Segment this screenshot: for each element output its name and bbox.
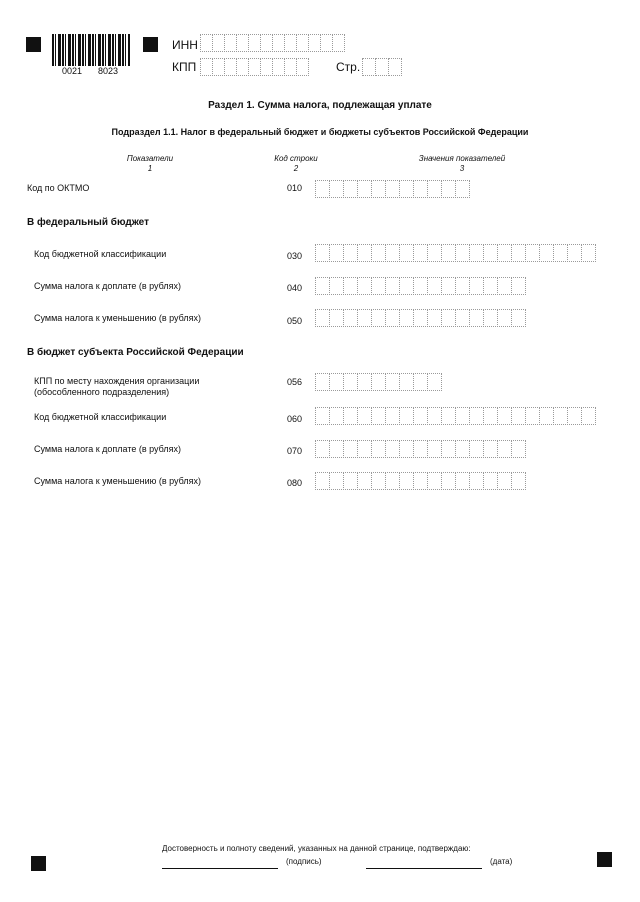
subsection-title: Подраздел 1.1. Налог в федеральный бюджет и бюджеты субъектов Российской Федерации [111, 127, 529, 137]
column-header-indicators [110, 154, 190, 174]
corner-marker-bottom-right [597, 852, 612, 867]
char-cell[interactable] [315, 180, 330, 198]
char-cell[interactable] [469, 309, 484, 327]
char-cell[interactable] [296, 58, 309, 76]
row-label-kbk-regional: Код бюджетной классификации [34, 412, 167, 422]
char-cell[interactable] [357, 440, 372, 458]
char-cell[interactable] [427, 373, 442, 391]
char-cell[interactable] [343, 309, 358, 327]
char-cell[interactable] [388, 58, 402, 76]
char-cell[interactable] [343, 373, 358, 391]
char-cell[interactable] [581, 407, 596, 425]
char-cell[interactable] [567, 244, 582, 262]
char-cell[interactable] [399, 472, 414, 490]
row-label-tax-surcharge-federal: Сумма налога к доплате (в рублях) [34, 281, 182, 291]
char-cell[interactable] [427, 440, 442, 458]
char-cell[interactable] [567, 407, 582, 425]
char-cell[interactable] [553, 407, 568, 425]
char-cell[interactable] [343, 180, 358, 198]
char-cell[interactable] [357, 277, 372, 295]
column-number-3: 3 [459, 164, 465, 173]
row-code-040: 040 [287, 283, 303, 293]
char-cell[interactable] [362, 58, 376, 76]
char-cell[interactable] [329, 472, 344, 490]
row-label-kpp-location-line1: КПП по месту нахождения организации [34, 376, 200, 386]
char-cell[interactable] [511, 244, 526, 262]
char-cell[interactable] [441, 244, 456, 262]
char-cell[interactable] [511, 407, 526, 425]
row-code-056: 056 [287, 377, 303, 387]
char-cell[interactable] [413, 244, 428, 262]
barcode-number-right: 8023 [98, 66, 119, 76]
row-label-kpp-location-line2: (обособленного подразделения) [34, 387, 170, 397]
char-cell[interactable] [483, 309, 498, 327]
char-cell[interactable] [375, 58, 389, 76]
char-cell[interactable] [343, 277, 358, 295]
char-cell[interactable] [483, 277, 498, 295]
char-cell[interactable] [371, 472, 386, 490]
date-line[interactable] [366, 868, 482, 869]
char-cell[interactable] [525, 407, 540, 425]
char-cell[interactable] [455, 440, 470, 458]
char-cell[interactable] [357, 472, 372, 490]
tax-surcharge-federal-field[interactable] [315, 277, 525, 295]
column-number-1: 1 [147, 164, 153, 173]
char-cell[interactable] [427, 180, 442, 198]
char-cell[interactable] [357, 309, 372, 327]
column-header-line-code [266, 154, 326, 174]
row-label-tax-reduction-regional: Сумма налога к уменьшению (в рублях) [34, 476, 202, 486]
char-cell[interactable] [399, 180, 414, 198]
char-cell[interactable] [441, 440, 456, 458]
char-cell[interactable] [441, 309, 456, 327]
char-cell[interactable] [385, 440, 400, 458]
char-cell[interactable] [357, 407, 372, 425]
char-cell[interactable] [385, 277, 400, 295]
char-cell[interactable] [357, 373, 372, 391]
char-cell[interactable] [497, 407, 512, 425]
char-cell[interactable] [455, 180, 470, 198]
char-cell[interactable] [371, 407, 386, 425]
barcode [52, 34, 130, 66]
char-cell[interactable] [427, 244, 442, 262]
char-cell[interactable] [371, 440, 386, 458]
char-cell[interactable] [413, 309, 428, 327]
char-cell[interactable] [329, 407, 344, 425]
page-number-field[interactable] [362, 58, 401, 76]
char-cell[interactable] [455, 277, 470, 295]
char-cell[interactable] [441, 407, 456, 425]
signature-line[interactable] [162, 868, 278, 869]
row-code-070: 070 [287, 446, 303, 456]
kbk-federal-field[interactable] [315, 244, 595, 262]
column-header-values [402, 154, 522, 174]
row-code-060: 060 [287, 414, 303, 424]
char-cell[interactable] [553, 244, 568, 262]
char-cell[interactable] [483, 472, 498, 490]
kpp-location-field[interactable] [315, 373, 441, 391]
char-cell[interactable] [469, 244, 484, 262]
tax-reduction-federal-field[interactable] [315, 309, 525, 327]
char-cell[interactable] [497, 277, 512, 295]
char-cell[interactable] [315, 472, 330, 490]
char-cell[interactable] [371, 244, 386, 262]
char-cell[interactable] [343, 472, 358, 490]
char-cell[interactable] [455, 309, 470, 327]
char-cell[interactable] [329, 277, 344, 295]
char-cell[interactable] [469, 277, 484, 295]
char-cell[interactable] [385, 373, 400, 391]
char-cell[interactable] [399, 277, 414, 295]
char-cell[interactable] [441, 180, 456, 198]
char-cell[interactable] [469, 407, 484, 425]
char-cell[interactable] [329, 309, 344, 327]
char-cell[interactable] [332, 34, 345, 52]
char-cell[interactable] [455, 407, 470, 425]
date-label: (дата) [490, 857, 513, 866]
char-cell[interactable] [469, 472, 484, 490]
char-cell[interactable] [329, 440, 344, 458]
char-cell[interactable] [511, 309, 526, 327]
char-cell[interactable] [497, 244, 512, 262]
char-cell[interactable] [315, 440, 330, 458]
char-cell[interactable] [399, 309, 414, 327]
char-cell[interactable] [385, 180, 400, 198]
char-cell[interactable] [497, 309, 512, 327]
corner-marker-bottom-left [31, 856, 46, 871]
row-code-010: 010 [287, 183, 303, 193]
row-label-kpp-location [34, 376, 199, 398]
row-code-050: 050 [287, 316, 303, 326]
kbk-regional-field[interactable] [315, 407, 595, 425]
char-cell[interactable] [539, 244, 554, 262]
row-label-tax-reduction-federal: Сумма налога к уменьшению (в рублях) [34, 313, 202, 323]
char-cell[interactable] [511, 440, 526, 458]
tax-surcharge-regional-field[interactable] [315, 440, 525, 458]
char-cell[interactable] [399, 440, 414, 458]
row-label-tax-surcharge-regional: Сумма налога к доплате (в рублях) [34, 444, 182, 454]
char-cell[interactable] [427, 472, 442, 490]
page-label: Стр. [336, 60, 361, 74]
column-title-2: Код строки [274, 154, 318, 163]
char-cell[interactable] [385, 407, 400, 425]
row-label-kbk-federal: Код бюджетной классификации [34, 249, 167, 259]
char-cell[interactable] [469, 440, 484, 458]
char-cell[interactable] [483, 440, 498, 458]
confirmation-text: Достоверность и полноту сведений, указанных на данной странице, подтверждаю: [162, 844, 471, 853]
char-cell[interactable] [413, 180, 428, 198]
char-cell[interactable] [413, 407, 428, 425]
char-cell[interactable] [385, 309, 400, 327]
column-title-1: Показатели [126, 154, 174, 163]
char-cell[interactable] [329, 244, 344, 262]
char-cell[interactable] [343, 407, 358, 425]
char-cell[interactable] [455, 472, 470, 490]
char-cell[interactable] [399, 373, 414, 391]
char-cell[interactable] [385, 472, 400, 490]
char-cell[interactable] [497, 440, 512, 458]
char-cell[interactable] [385, 244, 400, 262]
char-cell[interactable] [441, 277, 456, 295]
inn-field[interactable] [200, 34, 344, 52]
char-cell[interactable] [413, 472, 428, 490]
group-title-federal: В федеральный бюджет [27, 217, 149, 228]
char-cell[interactable] [427, 277, 442, 295]
char-cell[interactable] [483, 244, 498, 262]
char-cell[interactable] [441, 472, 456, 490]
char-cell[interactable] [343, 440, 358, 458]
inn-label: ИНН [172, 38, 198, 52]
char-cell[interactable] [525, 244, 540, 262]
char-cell[interactable] [315, 407, 330, 425]
char-cell[interactable] [315, 309, 330, 327]
kpp-field[interactable] [200, 58, 308, 76]
oktmo-field[interactable] [315, 180, 469, 198]
char-cell[interactable] [455, 244, 470, 262]
char-cell[interactable] [581, 244, 596, 262]
char-cell[interactable] [399, 407, 414, 425]
column-title-3: Значения показателей [418, 154, 506, 163]
char-cell[interactable] [483, 407, 498, 425]
char-cell[interactable] [357, 180, 372, 198]
char-cell[interactable] [371, 309, 386, 327]
group-title-regional: В бюджет субъекта Российской Федерации [27, 347, 244, 358]
row-label-oktmo: Код по ОКТМО [27, 183, 90, 193]
char-cell[interactable] [371, 180, 386, 198]
char-cell[interactable] [427, 309, 442, 327]
char-cell[interactable] [315, 277, 330, 295]
row-code-030: 030 [287, 251, 303, 261]
section-title: Раздел 1. Сумма налога, подлежащая уплате [208, 100, 432, 111]
char-cell[interactable] [511, 277, 526, 295]
char-cell[interactable] [539, 407, 554, 425]
tax-reduction-regional-field[interactable] [315, 472, 525, 490]
char-cell[interactable] [357, 244, 372, 262]
char-cell[interactable] [371, 373, 386, 391]
char-cell[interactable] [315, 244, 330, 262]
char-cell[interactable] [343, 244, 358, 262]
char-cell[interactable] [329, 373, 344, 391]
signature-label: (подпись) [286, 857, 322, 866]
char-cell[interactable] [399, 244, 414, 262]
char-cell[interactable] [427, 407, 442, 425]
row-code-080: 080 [287, 478, 303, 488]
char-cell[interactable] [371, 277, 386, 295]
barcode-number-left: 0021 [62, 66, 83, 76]
char-cell[interactable] [315, 373, 330, 391]
corner-marker-top-left [26, 37, 41, 52]
char-cell[interactable] [329, 180, 344, 198]
char-cell[interactable] [413, 373, 428, 391]
kpp-label: КПП [172, 60, 197, 74]
char-cell[interactable] [413, 277, 428, 295]
char-cell[interactable] [413, 440, 428, 458]
corner-marker-top-mid [143, 37, 158, 52]
char-cell[interactable] [497, 472, 512, 490]
column-number-2: 2 [293, 164, 299, 173]
char-cell[interactable] [511, 472, 526, 490]
